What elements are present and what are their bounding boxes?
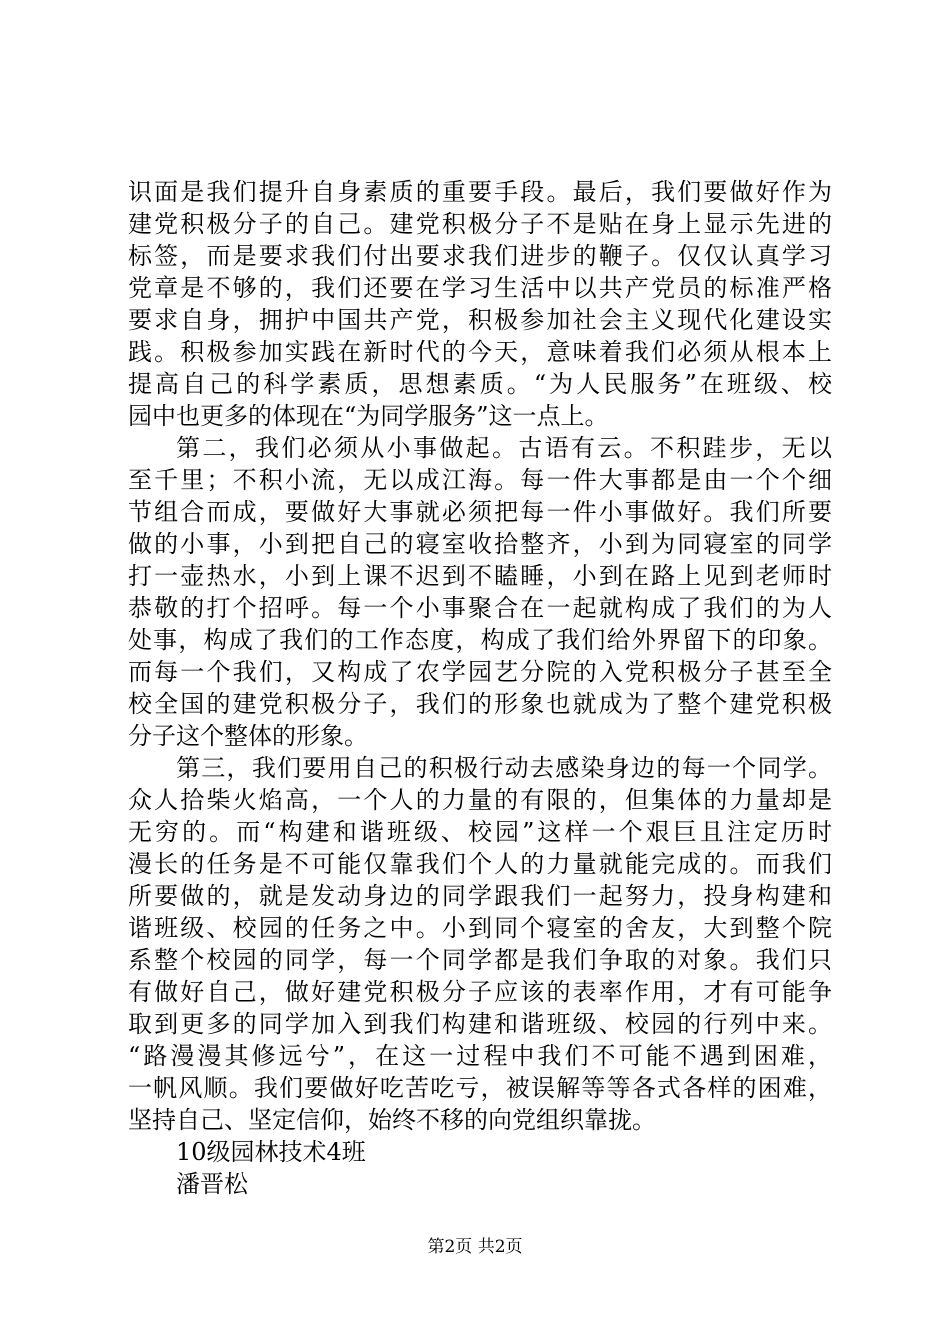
body-line: 要求自身，拥护中国共产党，积极参加社会主义现代化建设实 [128,306,832,334]
body-line: 所要做的，就是发动身边的同学跟我们一起努力，投身构建和 [128,882,832,910]
body-line: 无穷的。而“构建和谐班级、校园”这样一个艰巨且注定历时 [128,818,832,846]
body-line: 谐班级、校园的任务之中。小到同个寝室的舍友，大到整个院 [128,914,832,942]
body-line: “路漫漫其修远兮”，在这一过程中我们不可能不遇到困难， [128,1042,832,1070]
body-line: 漫长的任务是不可能仅靠我们个人的力量就能完成的。而我们 [128,850,832,878]
body-line: 打一壶热水，小到上课不迟到不瞌睡，小到在路上见到老师时 [128,562,832,590]
body-line: 一帆风顺。我们要做好吃苦吃亏，被误解等等各式各样的困难， [128,1074,832,1102]
body-line: 建党积极分子的自己。建党积极分子不是贴在身上显示先进的 [128,210,832,238]
body-line: 系整个校园的同学，每一个同学都是我们争取的对象。我们只 [128,946,832,974]
body-line: 恭敬的打个招呼。每一个小事聚合在一起就构成了我们的为人 [128,594,832,622]
page-number: 第2页 共2页 [427,1237,523,1257]
body-line: 做的小事，小到把自己的寝室收拾整齐，小到为同寝室的同学 [128,530,832,558]
document-body [128,176,832,1200]
body-line: 标签，而是要求我们付出要求我们进步的鞭子。仅仅认真学习 [128,242,832,270]
body-line: 众人拾柴火焰高，一个人的力量的有限的，但集体的力量却是 [128,786,832,814]
signature-author: 潘晋松 [176,1170,248,1198]
signature-class: 10级园林技术4班 [176,1138,366,1166]
body-line: 分子这个整体的形象。 [128,722,368,750]
body-line: 至千里；不积小流，无以成江海。每一件大事都是由一个个细 [128,466,832,494]
body-line: 践。积极参加实践在新时代的今天，意味着我们必须从根本上 [128,338,832,366]
body-line: 第三，我们要用自己的积极行动去感染身边的每一个同学。 [176,754,832,782]
body-line: 取到更多的同学加入到我们构建和谐班级、校园的行列中来。 [128,1010,832,1038]
body-line: 而每一个我们，又构成了农学园艺分院的入党积极分子甚至全 [128,658,832,686]
body-line: 校全国的建党积极分子，我们的形象也就成为了整个建党积极 [128,690,832,718]
body-line: 坚持自己、坚定信仰，始终不移的向党组织靠拢。 [128,1106,656,1134]
body-line: 园中也更多的体现在“为同学服务”这一点上。 [128,402,609,430]
body-line: 节组合而成，要做好大事就必须把每一件小事做好。我们所要 [128,498,832,526]
body-line: 处事，构成了我们的工作态度，构成了我们给外界留下的印象。 [128,626,832,654]
body-line: 党章是不够的，我们还要在学习生活中以共产党员的标准严格 [128,274,832,302]
body-line: 提高自己的科学素质，思想素质。“为人民服务”在班级、校 [128,370,832,398]
body-line: 有做好自己，做好建党积极分子应该的表率作用，才有可能争 [128,978,832,1006]
body-line: 第二，我们必须从小事做起。古语有云。不积跬步，无以 [176,434,832,462]
body-line: 识面是我们提升自身素质的重要手段。最后，我们要做好作为 [128,178,832,206]
